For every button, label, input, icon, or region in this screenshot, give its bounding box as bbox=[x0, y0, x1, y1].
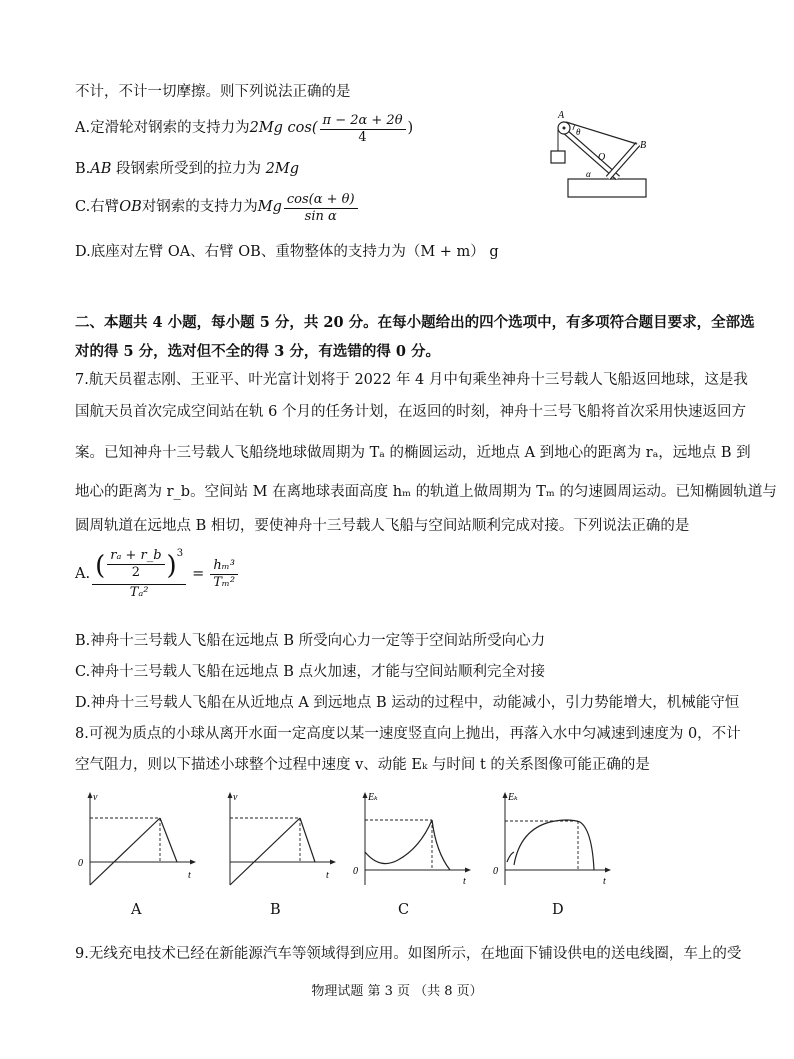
label-B: B bbox=[640, 140, 647, 151]
y-label: Eₖ bbox=[508, 792, 518, 803]
q8-graph-a bbox=[75, 790, 200, 890]
velocity-line bbox=[90, 818, 160, 885]
section2-line2: 对的得 5 分，选对但不全的得 3 分，有选错的得 0 分。 bbox=[75, 343, 441, 360]
q6-crane-figure bbox=[540, 108, 655, 200]
label-alpha: α bbox=[586, 169, 591, 179]
page-footer: 物理试题 第 3 页 （共 8 页） bbox=[311, 984, 483, 999]
q8-graph-b bbox=[215, 790, 340, 890]
weight-block bbox=[551, 151, 565, 163]
section2-line1: 二、本题共 4 小题，每小题 5 分，共 20 分。在每小题给出的四个选项中，有多项符合题目要求，全部选 bbox=[75, 314, 755, 331]
origin-label: 0 bbox=[493, 866, 498, 877]
label-O: O bbox=[598, 152, 606, 163]
q8-graph-c bbox=[350, 790, 475, 890]
energy-curve bbox=[365, 820, 432, 864]
q8-graph-a-label: A bbox=[131, 902, 142, 918]
q7-line4: 地心的距离为 r_b。空间站 M 在离地球表面高度 hₘ 的轨道上做周期为 Tₘ 的匀速圆周运动。已知椭圆轨道与 bbox=[75, 484, 777, 500]
q8-graph-d-label: D bbox=[552, 902, 564, 918]
q7-line1: 7.航天员翟志刚、王亚平、叶光富计划将于 2022 年 4 月中旬乘坐神舟十三号载人飞船返回地球，这是我 bbox=[75, 372, 748, 388]
label-theta: θ bbox=[576, 127, 581, 137]
q7-option-b: B.神舟十三号载人飞船在远地点 B 所受向心力一定等于空间站所受向心力 bbox=[75, 633, 546, 649]
q8-graph-d bbox=[490, 790, 615, 890]
q6-option-c: C.右臂 OB 对钢索的支持力为 Mg $\frac{\cos(\alpha + \theta)}{\text{sin α}}$ bbox=[75, 192, 360, 224]
q7-option-c: C.神舟十三号载人飞船在远地点 B 点火加速，才能与空间站顺利完全对接 bbox=[75, 664, 546, 680]
y-label: v bbox=[233, 792, 238, 803]
q6-option-b: B.AB 段钢索所受到的拉力为 2Mg bbox=[75, 161, 299, 177]
q9-line1: 9.无线充电技术已经在新能源汽车等领域得到应用。如图所示，在地面下铺设供电的送电线圈，车上的受 bbox=[75, 946, 742, 962]
q6-option-a: A.定滑轮对钢索的支持力为 2Mg cos( $\frac{\pi - 2\alpha + 2\theta}{4}$ ) bbox=[75, 113, 414, 145]
x-label: t bbox=[326, 870, 329, 881]
y-label: Eₖ bbox=[368, 792, 378, 803]
velocity-line bbox=[230, 818, 300, 885]
q8-line1: 8.可视为质点的小球从离开水面一定高度以某一速度竖直向上抛出，再落入水中匀减速到速度为 0，不计 bbox=[75, 726, 741, 742]
q8-line2: 空气阻力，则以下描述小球整个过程中速度 v、动能 Eₖ 与时间 t 的关系图像可能正确的是 bbox=[75, 757, 650, 773]
q7-line2: 国航天员首次完成空间站在轨 6 个月的任务计划，在返回的时刻，神舟十三号飞船将首次采用快速返回方 bbox=[75, 404, 746, 420]
q6-intro: 不计，不计一切摩擦。则下列说法正确的是 bbox=[75, 84, 351, 100]
x-label: t bbox=[603, 876, 606, 887]
q7-line3: 案。已知神舟十三号载人飞船绕地球做周期为 Tₐ 的椭圆运动，近地点 A 到地心的距离为 rₐ，远地点 B 到 bbox=[75, 445, 751, 461]
origin-label: 0 bbox=[353, 866, 358, 877]
x-label: t bbox=[463, 876, 466, 887]
q8-graph-b-label: B bbox=[270, 902, 281, 918]
q7-line5: 圆周轨道在远地点 B 相切，要使神舟十三号载人飞船与空间站顺利完成对接。下列说法正确的是 bbox=[75, 518, 690, 534]
q6-option-d: D.底座对左臂 OA、右臂 OB、重物整体的支持力为（M + m） g bbox=[75, 244, 499, 260]
y-label: v bbox=[93, 792, 98, 803]
q7-option-d: D.神舟十三号载人飞船在从近地点 A 到远地点 B 运动的过程中，动能减小，引力势能增大，机械能守恒 bbox=[75, 695, 740, 711]
energy-curve bbox=[507, 852, 514, 862]
q7-option-a: A. ( $\frac{\text{rₐ + r\_b}}{2}$ ) $^3$ Tₐ² = $\frac{\text{hₘ³}}{\text{Tₘ²}}$ bbox=[75, 548, 240, 601]
x-label: t bbox=[188, 870, 191, 881]
label-A: A bbox=[558, 110, 565, 121]
base-rect bbox=[568, 179, 646, 197]
q8-graph-c-label: C bbox=[398, 902, 410, 918]
origin-label: 0 bbox=[78, 858, 83, 869]
